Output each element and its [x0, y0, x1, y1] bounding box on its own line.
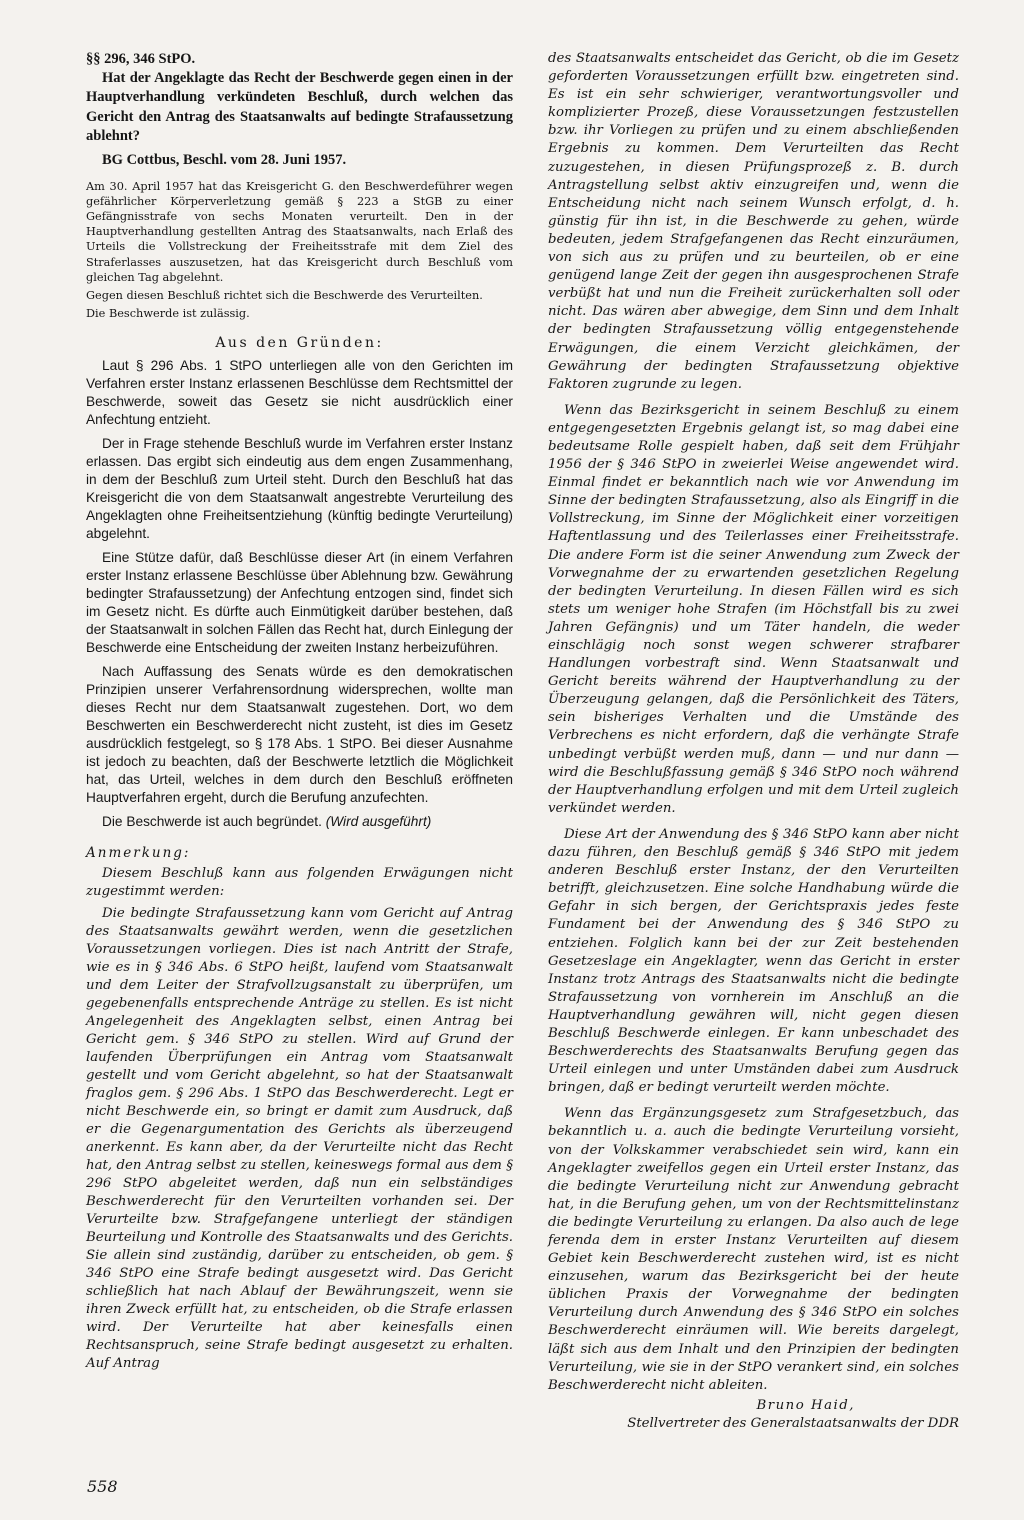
last-line-note: (Wird ausgeführt): [325, 814, 432, 830]
reasons-paragraph: Der in Frage stehende Beschluß wurde im Verfahren erster Instanz erlassen. Das ergibt sich eindeutig aus dem engen Zusammenhang, in dem der Beschluß zum Urteil steht. Durch den Beschluß hat das Kreisgericht die von dem Staatsanwalt angestrebte Verurteilung des Angeklagten ohne Freiheitsentziehung (künftig bedingte Verurteilung) abgelehnt.: [86, 436, 513, 542]
reasons-paragraph: Eine Stütze dafür, daß Beschlüsse dieser Art (in einem Verfahren erster Instanz erlassene Beschlüsse über Ablehnung bzw. Gewährung bedingter Strafaussetzung) der Anfechtung entzogen sind, findet sich im Gesetz nicht. Es dürfte auch Einmütigkeit darüber bestehen, daß der Staatsanwalt in solchen Fällen das Recht hat, durch Einlegung der Beschwerde eine Entscheidung der zweiten Instanz herbeizuführen.: [86, 550, 513, 656]
note-heading: Anmerkung:: [86, 845, 191, 862]
facts-paragraph: Die Beschwerde ist zulässig.: [86, 307, 250, 321]
left-column: [86, 50, 513, 1373]
signature: [548, 1397, 959, 1433]
signature-title: Stellvertreter des Generalstaatsanwalts der DDR: [627, 1415, 959, 1431]
reasons-last-line: [86, 813, 513, 831]
note-continuation-paragraph: Wenn das Ergänzungsgesetz zum Strafgesetzbuch, das bekanntlich u. a. auch die bedingte Verurteilung vorsieht, von der Volkskammer verabschiedet sein wird, kann ein Angeklagter zweifellos gegen ein Urteil erster Instanz, das die bedingte Verurteilung nicht zur Anwendung gebracht hat, in die Berufung gehen, um von der Rechtsmittelinstanz die bedingte Verurteilung zu erlangen. Da also auch de lege ferenda dem in erster Instanz Verurteilten auf diesem Gebiet kein Beschwerderecht zustehen wird, ist es nicht einzusehen, warum das Bezirksgericht bei der heute üblichen Praxis der Vorwegnahme der bedingten Verurteilung durch Anwendung des § 346 StPO ein solches Beschwerderecht einräumen will. Wie bereits dargelegt, läßt sich aus dem Inhalt und den Prinzipien der bedingten Verurteilung, wie sie in der StPO verankert sind, ein solches Beschwerderecht nicht ableiten.: [548, 1106, 959, 1393]
legal-question: Hat der Angeklagte das Recht der Beschwerde gegen einen in der Hauptverhandlung verkündeten Beschluß, durch welchen das Gericht den Antrag des Staatsanwalts auf bedingte Strafaussetzung ablehnt?: [86, 70, 513, 145]
page-number: 558: [87, 1477, 118, 1496]
court-citation: BG Cottbus, Beschl. vom 28. Juni 1957.: [102, 151, 347, 168]
facts-paragraph: Am 30. April 1957 hat das Kreisgericht G. den Beschwerdeführer wegen gefährlicher Körperverletzung gemäß § 223 a StGB zu einer Gefängnisstrafe von sechs Monaten verurteilt. Den in der Hauptverhandlung gestellten Antrag des Staatsanwalts, nach Erlaß des Urteils die Vollstreckung der Freiheitsstrafe mit dem Ziel des Straferlasses auszusetzen, hat das Kreisgericht durch Beschluß vom gleichen Tag abgelehnt.: [86, 179, 513, 284]
note-continuation-paragraph: Diese Art der Anwendung des § 346 StPO kann aber nicht dazu führen, den Beschluß gemäß § 346 StPO mit jedem anderen Beschluß erster Instanz, der den Verurteilten betrifft, gleichzusetzen. Eine solche Handhabung würde die Gefahr in sich bergen, der Gerichtspraxis jedes feste Fundament bei der Anwendung des § 346 StPO zu entziehen. Folglich kann bei der zur Zeit bestehenden Gesetzeslage ein Angeklagter, wenn das Gericht in erster Instanz trotz Antrags des Staatsanwalts nicht die bedingte Strafaussetzung von vornherein im Anschluß an die Hauptverhandlung gewähren will, nicht gegen diesen Beschluß Beschwerde einlegen. Er kann unbeschadet des Beschwerderechts des Staatsanwalts Berufung gegen das Urteil einlegen und unter Umständen dabei zum Ausdruck bringen, daß er bedingt verurteilt werden möchte.: [548, 826, 959, 1096]
reasons-paragraph: Laut § 296 Abs. 1 StPO unterliegen alle von den Gerichten im Verfahren erster Instanz erlassenen Beschlüsse dem Rechtsmittel der Beschwerde, soweit das Gesetz sie nicht ausdrücklich einer Anfechtung entzieht.: [86, 358, 513, 428]
reasons-heading: Aus den Gründen:: [215, 335, 384, 352]
note-continuation-paragraph: Wenn das Bezirksgericht in seinem Beschluß zu einem entgegengesetzten Ergebnis gelangt ist, so mag dabei eine bedeutsame Rolle gespielt haben, daß seit dem Frühjahr 1956 der § 346 StPO in zweierlei Weise angewendet wird. Einmal findet er bekanntlich nach wie vor Anwendung im Sinne der bedingten Strafaussetzung, also als Eingriff in die Vollstreckung, im Sinne der Möglichkeit einer vorzeitigen Haftentlassung und des Teilerlasses einer Freiheitsstrafe. Die andere Form ist die seiner Anwendung zum Zweck der Vorwegnahme der zu erwartenden gesetzlichen Regelung der bedingten Verurteilung. In diesen Fällen wird es sich stets um weniger hohe Strafen (im Höchstfall bis zu zwei Jahren Gefängnis) und um Täter handeln, die weder einschlägig noch sonst wegen schwerer strafbarer Handlungen vorbestraft sind. Wenn Staatsanwalt und Gericht bereits während der Hauptverhandlung zu der Überzeugung gelangen, daß die Persönlichkeit des Täters, sein bisheriges Verhalten und die Umstände des Verbrechens es nicht erfordern, daß die verhängte Strafe unbedingt verbüßt werden muß, dann — und nur dann — wird die Beschlußfassung gemäß § 346 StPO noch während der Hauptverhandlung erfolgen und mit dem Urteil zugleich verkündet werden.: [548, 402, 959, 816]
right-column: [548, 50, 959, 1433]
note-continuation-paragraph: des Staatsanwalts entscheidet das Gericht, ob die im Gesetz geforderten Voraussetzungen erfüllt bzw. eingetreten sind. Es ist ein sehr schwieriger, verantwortungsvoller und komplizierter Prozeß, diese Voraussetzungen festzustellen bzw. ihr Vorliegen zu prüfen und zu einem abschließenden Ergebnis zu kommen. Dem Verurteilten das Recht zuzugestehen, in diesen Prüfungsprozeß z. B. durch Antragstellung selbst aktiv einzugreifen und, wenn die Entscheidung nicht nach seinem Wunsch erfolgt, d. h. günstig für ihn ist, in die Beschwerde zu gehen, würde bedeuten, jedem Strafgefangenen das Recht einzuräumen, von sich aus zu prüfen und zu beurteilen, ob er eine genügend lange Zeit der gegen ihn ausgesprochenen Strafe verbüßt hat und nun die Freiheit zurückerhalten soll oder nicht. Das wären aber abwegige, dem Sinn und dem Inhalt der bedingten Strafaussetzung völlig entgegenstehende Erwägungen, die einem Verzicht gleichkämen, der Gewährung der bedingten Strafaussetzung objektive Faktoren zugrunde zu legen.: [548, 51, 959, 392]
reasons-paragraph: Nach Auffassung des Senats würde es den demokratischen Prinzipien unserer Verfahrensordnung widersprechen, wollte man dieses Recht nur dem Staatsanwalt zugestehen. Dort, wo dem Beschwerten ein Beschwerderecht nicht zusteht, ist dies im Gesetz ausdrücklich festgelegt, so § 178 Abs. 1 StPO. Bei dieser Ausnahme ist jedoch zu beachten, daß der Beschwerte letztlich die Möglichkeit hat, das Urteil, welches in dem durch den Beschluß eröffneten Hauptverfahren ergeht, durch die Berufung anzufechten.: [86, 664, 513, 806]
note-paragraph: Diesem Beschluß kann aus folgenden Erwägungen nicht zugestimmt werden:: [86, 866, 513, 900]
facts-paragraph: Gegen diesen Beschluß richtet sich die Beschwerde des Verurteilten.: [86, 289, 483, 303]
section-reference: §§ 296, 346 StPO.: [86, 51, 196, 67]
note-paragraph: Die bedingte Strafaussetzung kann vom Gericht auf Antrag des Staatsanwalts gewährt werden, wenn die gesetzlichen Voraussetzungen vorliegen. Dies ist nach Antritt der Strafe, wie es in § 346 Abs. 6 StPO heißt, laufend vom Staatsanwalt und dem Leiter der Strafvollzugsanstalt zu überprüfen, um gegebenenfalls entsprechende Anträge zu stellen. Es ist nicht Angelegenheit des Angeklagten selbst, einen Antrag bei Gericht gem. § 346 StPO zu stellen. Wird auf Grund der laufenden Überprüfungen ein Antrag vom Staatsanwalt gestellt und vom Gericht abgelehnt, so hat der Staatsanwalt fraglos gem. § 296 Abs. 1 StPO das Beschwerderecht. Legt er nicht Beschwerde ein, so bringt er damit zum Ausdruck, daß er die Gegenargumentation des Gerichts als überzeugend anerkennt. Es kann aber, da der Verurteilte nicht das Recht hat, den Antrag selbst zu stellen, keineswegs formal aus dem § 296 StPO abgeleitet werden, daß nun ein selbständiges Beschwerderecht für den Verurteilten vorhanden sei. Der Verurteilte bzw. Strafgefangene unterliegt der ständigen Beurteilung und Kontrolle des Staatsanwalts und des Gerichts. Sie allein sind zuständig, darüber zu entscheiden, ob gem. § 346 StPO eine Strafe bedingt ausgesetzt wird. Das Gericht schließlich hat nach Ablauf der Bewährungszeit, wenn sie ihren Zweck erfüllt hat, zu entscheiden, ob die Strafe erlassen wird. Der Verurteilte hat aber keinesfalls einen Rechtsanspruch, seine Strafe bedingt ausgesetzt zu erhalten. Auf Antrag: [86, 906, 513, 1372]
signature-name: Bruno Haid,: [756, 1397, 855, 1413]
last-line-text: Die Beschwerde ist auch begründet.: [102, 814, 322, 830]
